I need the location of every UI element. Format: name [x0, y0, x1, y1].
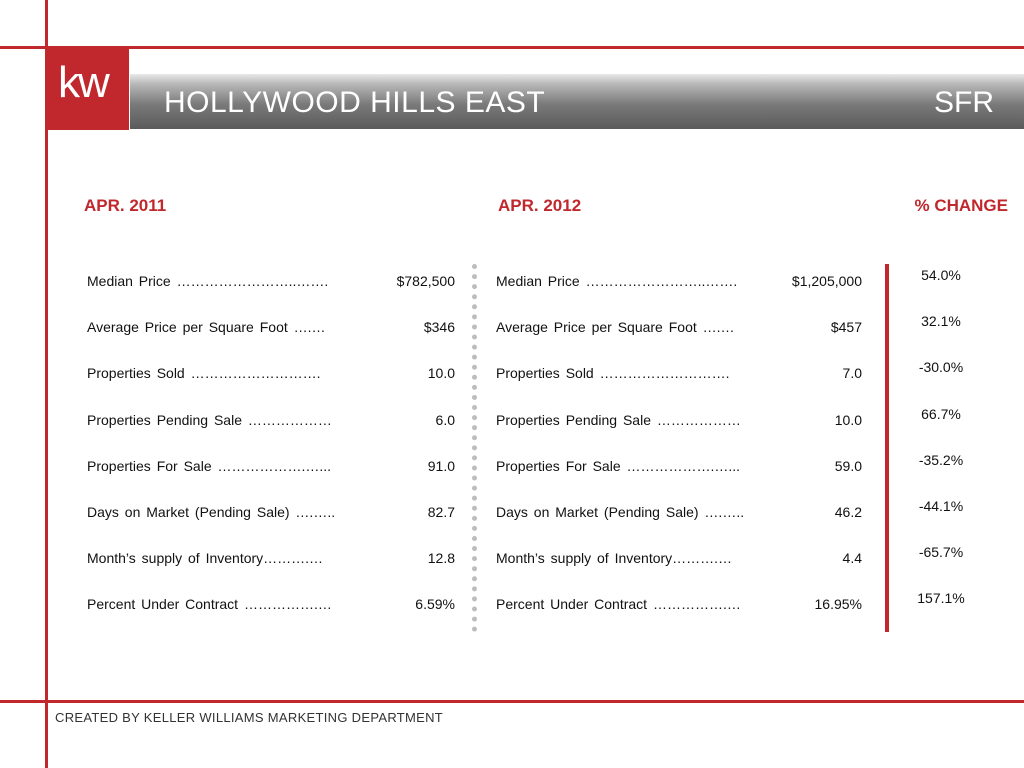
table-row: [496, 411, 862, 457]
row-label: Percent Under Contract …………….…: [87, 596, 332, 613]
percent-change-value: 157.1%: [917, 590, 965, 607]
percent-change-value: 32.1%: [921, 313, 961, 330]
row-value: $346: [423, 319, 455, 336]
row-label: Average Price per Square Foot ….…: [496, 319, 735, 336]
table-row: [496, 457, 862, 503]
table-row: [496, 272, 862, 318]
table-row: [496, 318, 862, 364]
table-row: [87, 318, 455, 364]
table-row: [87, 457, 455, 503]
table-row: [87, 503, 455, 549]
row-value: 6.0: [435, 411, 455, 428]
table-row: [496, 595, 862, 641]
row-label: Days on Market (Pending Sale) ….…..: [87, 503, 336, 520]
percent-change-value: -30.0%: [918, 359, 964, 376]
bottom-accent-line: [0, 700, 1024, 703]
column-header-change: % CHANGE: [914, 196, 1008, 215]
row-label: Properties For Sale ……………….…...: [496, 457, 741, 474]
row-label: Properties Pending Sale ………………: [87, 411, 332, 428]
kw-logo: [48, 49, 129, 130]
row-value: $1,205,000: [791, 273, 862, 289]
table-row: [87, 549, 455, 595]
table-row: [496, 549, 862, 595]
column-separator: [472, 264, 477, 632]
table-row: [496, 503, 862, 549]
property-type: SFR: [934, 86, 994, 119]
row-value: 4.4: [842, 550, 862, 567]
row-value: 10.0: [427, 365, 455, 382]
table-row: [87, 272, 455, 318]
row-value: $782,500: [396, 273, 455, 289]
percent-change-value: -35.2%: [918, 451, 964, 468]
footer-credit: CREATED BY KELLER WILLIAMS MARKETING DEPARTMENT: [55, 710, 444, 725]
table-row: [87, 595, 455, 641]
row-value: 82.7: [427, 503, 455, 520]
row-value: 59.0: [834, 457, 862, 474]
row-label: Days on Market (Pending Sale) ….…..: [496, 503, 745, 520]
percent-change-value: 66.7%: [921, 405, 961, 422]
table-2011: [87, 272, 455, 642]
row-label: Month’s supply of Inventory……….…: [496, 550, 733, 567]
row-value: 10.0: [834, 411, 862, 428]
percent-change-value: -65.7%: [918, 544, 964, 561]
table-row: [496, 364, 862, 410]
row-label: Percent Under Contract …………….…: [496, 596, 741, 613]
table-row: [87, 364, 455, 410]
row-value: $457: [830, 319, 862, 336]
column-header-2011: APR. 2011: [84, 196, 167, 215]
row-label: Median Price ……………………..…….: [87, 273, 329, 289]
row-value: 16.95%: [814, 596, 862, 613]
row-label: Month’s supply of Inventory……….…: [87, 550, 324, 567]
row-label: Properties Sold ……………………….: [87, 365, 321, 382]
change-divider: [885, 264, 889, 632]
row-label: Properties For Sale ……………….…...: [87, 457, 332, 474]
percent-change-column: [896, 267, 986, 642]
column-header-2012: APR. 2012: [498, 196, 582, 215]
row-value: 6.59%: [415, 596, 455, 613]
row-label: Properties Sold ……………………….: [496, 365, 730, 382]
row-label: Median Price ……………………..…….: [496, 273, 738, 289]
table-2012: [496, 272, 862, 642]
percent-change-value: 54.0%: [921, 267, 961, 283]
row-label: Properties Pending Sale ………………: [496, 411, 741, 428]
percent-change-value: -44.1%: [918, 497, 964, 514]
row-value: 91.0: [427, 457, 455, 474]
kw-logo-text: kw: [58, 58, 108, 107]
top-accent-line: [0, 46, 1024, 49]
page-title: HOLLYWOOD HILLS EAST: [164, 86, 546, 119]
row-label: Average Price per Square Foot ….…: [87, 319, 326, 336]
row-value: 46.2: [834, 503, 862, 520]
table-row: [87, 411, 455, 457]
row-value: 7.0: [842, 365, 862, 382]
row-value: 12.8: [427, 550, 455, 567]
